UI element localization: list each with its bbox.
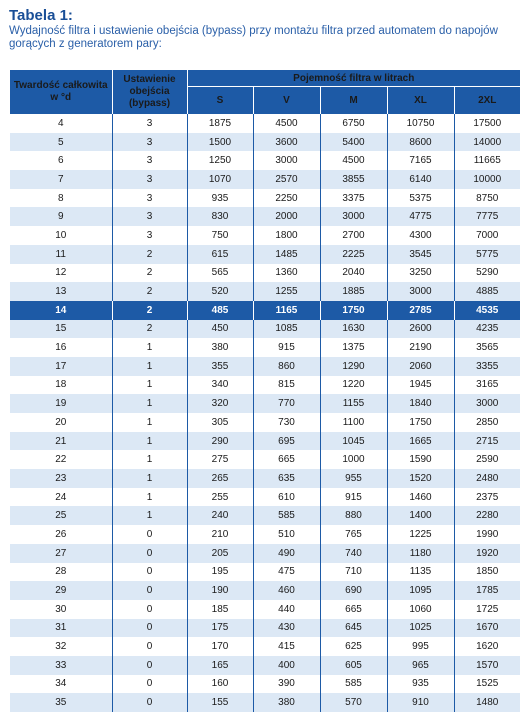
cell-s: 305 [187,413,253,432]
cell-xl: 10750 [387,114,454,133]
cell-2xl: 2375 [454,488,520,507]
cell-v: 475 [253,563,320,582]
cell-s: 265 [187,469,253,488]
cell-v: 585 [253,506,320,525]
cell-xl: 2060 [387,357,454,376]
cell-m: 1750 [320,301,387,320]
cell-s: 485 [187,301,253,320]
cell-bypass: 0 [112,619,187,638]
table-row [10,432,520,451]
cell-v: 2000 [253,207,320,226]
cell-s: 195 [187,563,253,582]
cell-2xl: 1570 [454,656,520,675]
cell-s: 565 [187,264,253,283]
cell-s: 450 [187,320,253,339]
table-caption: Wydajność filtra i ustawienie obejścia (bypass) przy montażu filtra przed automatem do napojów gorących z generatorem pary: [9,25,498,50]
cell-xl: 1400 [387,506,454,525]
cell-2xl: 1850 [454,563,520,582]
cell-bypass: 3 [112,226,187,245]
cell-s: 255 [187,488,253,507]
cell-hardness: 33 [10,656,112,675]
header-size-m: M [320,87,387,115]
cell-s: 175 [187,619,253,638]
cell-hardness: 26 [10,525,112,544]
cell-v: 3600 [253,133,320,152]
cell-xl: 3545 [387,245,454,264]
cell-xl: 4775 [387,207,454,226]
cell-hardness: 29 [10,581,112,600]
table-row-highlighted [10,301,520,320]
header-size-s: S [187,87,253,115]
cell-hardness: 21 [10,432,112,451]
cell-hardness: 28 [10,563,112,582]
cell-v: 730 [253,413,320,432]
cell-m: 3000 [320,207,387,226]
cell-2xl: 3565 [454,338,520,357]
cell-m: 645 [320,619,387,638]
cell-bypass: 3 [112,189,187,208]
cell-2xl: 14000 [454,133,520,152]
cell-2xl: 2590 [454,450,520,469]
table-row [10,320,520,339]
cell-s: 830 [187,207,253,226]
table-row [10,394,520,413]
table-row [10,488,520,507]
cell-s: 380 [187,338,253,357]
cell-m: 6750 [320,114,387,133]
table-row [10,245,520,264]
table-row [10,450,520,469]
cell-s: 290 [187,432,253,451]
cell-xl: 4300 [387,226,454,245]
cell-s: 520 [187,282,253,301]
cell-xl: 1750 [387,413,454,432]
cell-s: 615 [187,245,253,264]
cell-v: 1485 [253,245,320,264]
cell-s: 170 [187,637,253,656]
cell-hardness: 25 [10,506,112,525]
cell-bypass: 2 [112,264,187,283]
cell-m: 1100 [320,413,387,432]
cell-hardness: 20 [10,413,112,432]
header-hardness: Twardość całkowita w °d [10,70,112,114]
cell-s: 160 [187,675,253,694]
cell-v: 4500 [253,114,320,133]
cell-hardness: 24 [10,488,112,507]
cell-bypass: 2 [112,245,187,264]
cell-hardness: 30 [10,600,112,619]
cell-bypass: 1 [112,450,187,469]
table-row [10,693,520,712]
cell-2xl: 11665 [454,151,520,170]
table-row [10,226,520,245]
cell-m: 1290 [320,357,387,376]
cell-m: 3375 [320,189,387,208]
table-row [10,469,520,488]
cell-v: 695 [253,432,320,451]
cell-bypass: 2 [112,320,187,339]
header-bypass: Ustawienie obejścia (bypass) [112,70,187,114]
cell-xl: 1135 [387,563,454,582]
cell-m: 955 [320,469,387,488]
cell-xl: 1945 [387,376,454,395]
cell-xl: 1060 [387,600,454,619]
cell-s: 1500 [187,133,253,152]
cell-m: 625 [320,637,387,656]
cell-2xl: 4235 [454,320,520,339]
cell-xl: 1025 [387,619,454,638]
cell-m: 570 [320,693,387,712]
cell-xl: 1225 [387,525,454,544]
table-row [10,151,520,170]
cell-v: 1800 [253,226,320,245]
cell-m: 1375 [320,338,387,357]
header-capacity-group: Pojemność filtra w litrach [187,70,520,87]
cell-2xl: 2480 [454,469,520,488]
cell-m: 915 [320,488,387,507]
cell-s: 210 [187,525,253,544]
cell-s: 155 [187,693,253,712]
cell-2xl: 8750 [454,189,520,208]
cell-v: 1085 [253,320,320,339]
cell-bypass: 3 [112,207,187,226]
cell-v: 860 [253,357,320,376]
cell-xl: 2785 [387,301,454,320]
cell-v: 665 [253,450,320,469]
cell-2xl: 2715 [454,432,520,451]
cell-m: 2700 [320,226,387,245]
cell-bypass: 2 [112,282,187,301]
cell-m: 5400 [320,133,387,152]
table-row [10,675,520,694]
cell-v: 3000 [253,151,320,170]
cell-xl: 1520 [387,469,454,488]
cell-s: 240 [187,506,253,525]
cell-xl: 6140 [387,170,454,189]
cell-2xl: 4885 [454,282,520,301]
cell-hardness: 18 [10,376,112,395]
table-row [10,656,520,675]
table-title: Tabela 1: [9,7,73,24]
cell-m: 880 [320,506,387,525]
table-row [10,264,520,283]
cell-xl: 910 [387,693,454,712]
table-row [10,619,520,638]
cell-2xl: 3165 [454,376,520,395]
cell-xl: 3250 [387,264,454,283]
cell-hardness: 10 [10,226,112,245]
cell-hardness: 27 [10,544,112,563]
cell-bypass: 1 [112,413,187,432]
cell-2xl: 7000 [454,226,520,245]
cell-m: 1220 [320,376,387,395]
cell-2xl: 4535 [454,301,520,320]
cell-2xl: 1620 [454,637,520,656]
cell-m: 1630 [320,320,387,339]
cell-hardness: 13 [10,282,112,301]
cell-m: 4500 [320,151,387,170]
table-header [10,70,520,114]
cell-xl: 1180 [387,544,454,563]
cell-s: 1250 [187,151,253,170]
cell-v: 2250 [253,189,320,208]
cell-v: 915 [253,338,320,357]
cell-2xl: 1990 [454,525,520,544]
table-row [10,282,520,301]
cell-m: 1045 [320,432,387,451]
cell-bypass: 0 [112,675,187,694]
cell-bypass: 0 [112,637,187,656]
cell-s: 320 [187,394,253,413]
cell-bypass: 1 [112,357,187,376]
cell-m: 605 [320,656,387,675]
cell-v: 770 [253,394,320,413]
table-row [10,563,520,582]
cell-v: 510 [253,525,320,544]
cell-v: 415 [253,637,320,656]
cell-bypass: 0 [112,544,187,563]
cell-s: 1875 [187,114,253,133]
cell-hardness: 12 [10,264,112,283]
cell-xl: 1840 [387,394,454,413]
cell-xl: 2190 [387,338,454,357]
cell-bypass: 3 [112,170,187,189]
cell-2xl: 1785 [454,581,520,600]
cell-2xl: 5290 [454,264,520,283]
cell-s: 935 [187,189,253,208]
cell-xl: 1095 [387,581,454,600]
cell-hardness: 32 [10,637,112,656]
cell-xl: 3000 [387,282,454,301]
cell-m: 2225 [320,245,387,264]
cell-v: 1255 [253,282,320,301]
cell-hardness: 31 [10,619,112,638]
cell-v: 400 [253,656,320,675]
cell-bypass: 0 [112,563,187,582]
cell-m: 1000 [320,450,387,469]
header-size-v: V [253,87,320,115]
cell-bypass: 1 [112,488,187,507]
cell-v: 460 [253,581,320,600]
cell-2xl: 10000 [454,170,520,189]
header-size-xl: XL [387,87,454,115]
cell-bypass: 3 [112,133,187,152]
cell-hardness: 4 [10,114,112,133]
cell-xl: 965 [387,656,454,675]
cell-hardness: 23 [10,469,112,488]
cell-2xl: 1670 [454,619,520,638]
table-row [10,506,520,525]
cell-v: 2570 [253,170,320,189]
table-row [10,581,520,600]
cell-xl: 935 [387,675,454,694]
cell-bypass: 1 [112,432,187,451]
cell-s: 275 [187,450,253,469]
table-row [10,189,520,208]
cell-s: 185 [187,600,253,619]
cell-xl: 1665 [387,432,454,451]
cell-m: 1155 [320,394,387,413]
cell-m: 665 [320,600,387,619]
table-row [10,133,520,152]
cell-v: 610 [253,488,320,507]
table-row [10,207,520,226]
cell-2xl: 1480 [454,693,520,712]
cell-bypass: 0 [112,525,187,544]
table-row [10,413,520,432]
cell-s: 190 [187,581,253,600]
table-body [10,114,520,712]
cell-xl: 1460 [387,488,454,507]
cell-s: 205 [187,544,253,563]
table-row [10,637,520,656]
table-row [10,357,520,376]
cell-hardness: 35 [10,693,112,712]
cell-xl: 8600 [387,133,454,152]
cell-bypass: 1 [112,469,187,488]
cell-2xl: 3355 [454,357,520,376]
cell-2xl: 1725 [454,600,520,619]
cell-m: 585 [320,675,387,694]
cell-2xl: 1920 [454,544,520,563]
cell-v: 1165 [253,301,320,320]
cell-2xl: 17500 [454,114,520,133]
cell-bypass: 3 [112,114,187,133]
cell-bypass: 1 [112,506,187,525]
cell-v: 490 [253,544,320,563]
cell-hardness: 7 [10,170,112,189]
table-row [10,376,520,395]
cell-bypass: 0 [112,600,187,619]
cell-v: 815 [253,376,320,395]
header-size-2xl: 2XL [454,87,520,115]
cell-s: 340 [187,376,253,395]
cell-hardness: 16 [10,338,112,357]
cell-s: 1070 [187,170,253,189]
cell-xl: 5375 [387,189,454,208]
cell-v: 1360 [253,264,320,283]
cell-v: 440 [253,600,320,619]
cell-hardness: 19 [10,394,112,413]
cell-bypass: 0 [112,581,187,600]
cell-xl: 995 [387,637,454,656]
cell-hardness: 11 [10,245,112,264]
cell-v: 430 [253,619,320,638]
cell-bypass: 1 [112,338,187,357]
cell-2xl: 1525 [454,675,520,694]
cell-bypass: 1 [112,376,187,395]
cell-m: 740 [320,544,387,563]
table-row [10,544,520,563]
cell-2xl: 2850 [454,413,520,432]
cell-xl: 2600 [387,320,454,339]
cell-hardness: 6 [10,151,112,170]
table-row [10,170,520,189]
cell-v: 635 [253,469,320,488]
cell-hardness: 17 [10,357,112,376]
cell-xl: 1590 [387,450,454,469]
cell-hardness: 15 [10,320,112,339]
cell-bypass: 0 [112,693,187,712]
cell-bypass: 1 [112,394,187,413]
cell-bypass: 2 [112,301,187,320]
cell-m: 2040 [320,264,387,283]
cell-2xl: 2280 [454,506,520,525]
cell-s: 750 [187,226,253,245]
cell-xl: 7165 [387,151,454,170]
cell-v: 390 [253,675,320,694]
cell-m: 765 [320,525,387,544]
cell-bypass: 3 [112,151,187,170]
cell-m: 690 [320,581,387,600]
cell-hardness: 34 [10,675,112,694]
cell-hardness: 22 [10,450,112,469]
cell-bypass: 0 [112,656,187,675]
cell-hardness: 9 [10,207,112,226]
table-row [10,600,520,619]
table-row [10,525,520,544]
cell-m: 710 [320,563,387,582]
table-row [10,114,520,133]
cell-m: 1885 [320,282,387,301]
cell-s: 165 [187,656,253,675]
cell-v: 380 [253,693,320,712]
cell-2xl: 3000 [454,394,520,413]
filter-capacity-table [10,70,520,712]
table-row [10,338,520,357]
cell-m: 3855 [320,170,387,189]
cell-2xl: 5775 [454,245,520,264]
cell-hardness: 14 [10,301,112,320]
cell-hardness: 8 [10,189,112,208]
cell-2xl: 7775 [454,207,520,226]
cell-hardness: 5 [10,133,112,152]
cell-s: 355 [187,357,253,376]
